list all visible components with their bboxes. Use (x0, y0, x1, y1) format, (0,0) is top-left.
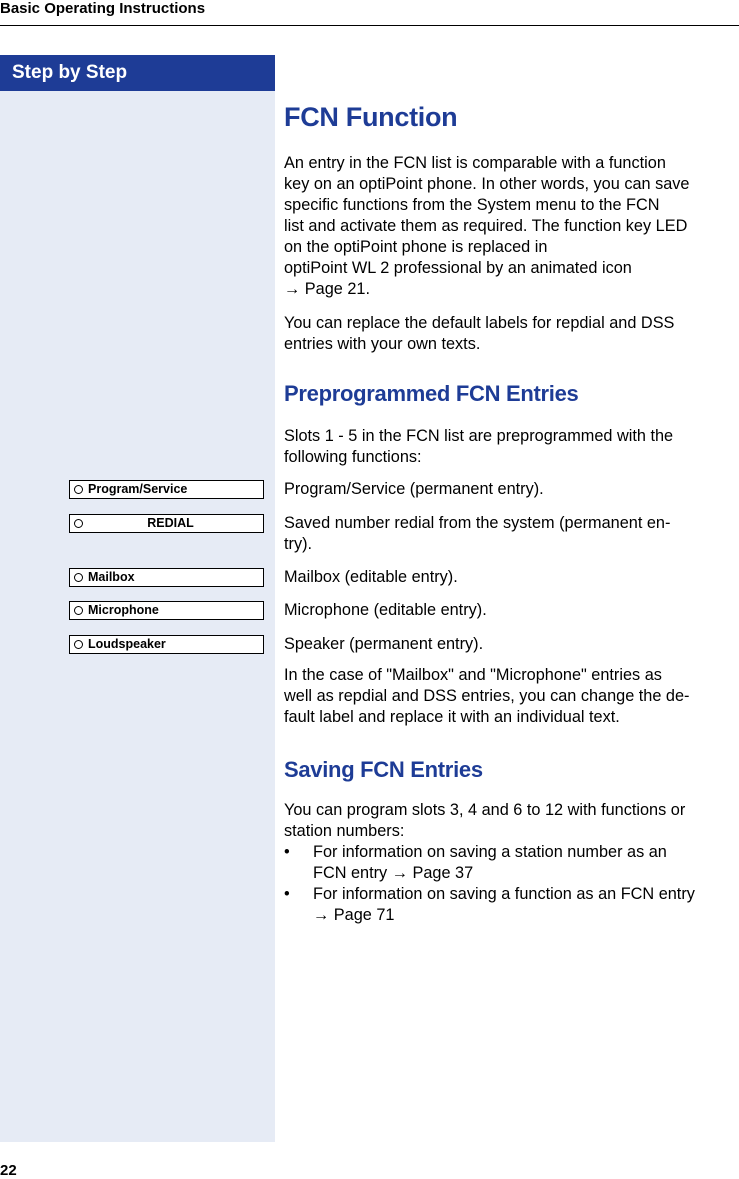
text-line: following functions: (284, 448, 422, 466)
text-line: specific functions from the System menu to the FCN (284, 196, 660, 214)
program-service-key (69, 480, 264, 499)
redial-description (284, 513, 739, 555)
mailbox-key (69, 568, 264, 587)
key-label: Loudspeaker (88, 637, 166, 651)
preprogrammed-intro (284, 426, 739, 468)
text-line: entries with your own texts. (284, 335, 481, 353)
header-divider (0, 25, 739, 26)
text-line: Slots 1 - 5 in the FCN list are preprogrammed with the (284, 427, 674, 445)
text-line: In the case of "Mailbox" and "Microphone" entries as (284, 666, 662, 684)
saving-heading: Saving FCN Entries (284, 757, 483, 782)
page-reference: FCN entry → Page 37 (313, 864, 474, 882)
text-line: on the optiPoint phone is replaced in (284, 238, 548, 256)
key-circle-icon (74, 606, 83, 615)
text-line: You can program slots 3, 4 and 6 to 12 with functions or (284, 801, 686, 819)
page-number: 22 (0, 1162, 17, 1179)
page-reference: → Page 21. (284, 280, 370, 298)
key-label: Microphone (88, 603, 159, 617)
key-circle-icon (74, 573, 83, 582)
saving-intro (284, 800, 739, 842)
bullet-icon: • (284, 843, 290, 861)
key-circle-icon (74, 485, 83, 494)
text-line: You can replace the default labels for repdial and DSS (284, 314, 675, 332)
microphone-key (69, 601, 264, 620)
text-line: An entry in the FCN list is comparable with a function (284, 154, 666, 172)
microphone-description: Microphone (editable entry). (284, 601, 487, 619)
fcn-function-paragraph-1 (284, 153, 739, 300)
program-service-description: Program/Service (permanent entry). (284, 480, 544, 498)
preprogrammed-outro (284, 665, 739, 728)
text-line: well as repdial and DSS entries, you can change the de- (284, 687, 690, 705)
step-by-step-sidebar (0, 55, 275, 1142)
key-label: Program/Service (88, 482, 188, 496)
text-line: try). (284, 535, 313, 553)
page-reference: → Page 71 (313, 906, 395, 924)
loudspeaker-description: Speaker (permanent entry). (284, 635, 484, 653)
key-circle-icon (74, 640, 83, 649)
running-header: Basic Operating Instructions (0, 0, 206, 17)
bullet-icon: • (284, 885, 290, 903)
fcn-function-paragraph-2 (284, 313, 739, 355)
redial-key (69, 514, 264, 533)
loudspeaker-key (69, 635, 264, 654)
text-line: For information on saving a function as an FCN entry (313, 885, 695, 903)
text-line: station numbers: (284, 822, 405, 840)
text-line: key on an optiPoint phone. In other words, you can save (284, 175, 690, 193)
list-item (284, 884, 739, 926)
preprogrammed-heading: Preprogrammed FCN Entries (284, 381, 579, 406)
text-line: optiPoint WL 2 professional by an animated icon (284, 259, 632, 277)
saving-bullet-list (284, 842, 739, 926)
key-label: Mailbox (88, 570, 135, 584)
fcn-function-heading: FCN Function (284, 102, 458, 132)
text-line: Saved number redial from the system (permanent en- (284, 514, 671, 532)
key-label: REDIAL (147, 516, 194, 530)
mailbox-description: Mailbox (editable entry). (284, 568, 458, 586)
list-item (284, 842, 739, 884)
sidebar-title: Step by Step (0, 55, 275, 91)
text-line: fault label and replace it with an individual text. (284, 708, 620, 726)
text-line: For information on saving a station number as an (313, 843, 667, 861)
text-line: list and activate them as required. The function key LED (284, 217, 688, 235)
